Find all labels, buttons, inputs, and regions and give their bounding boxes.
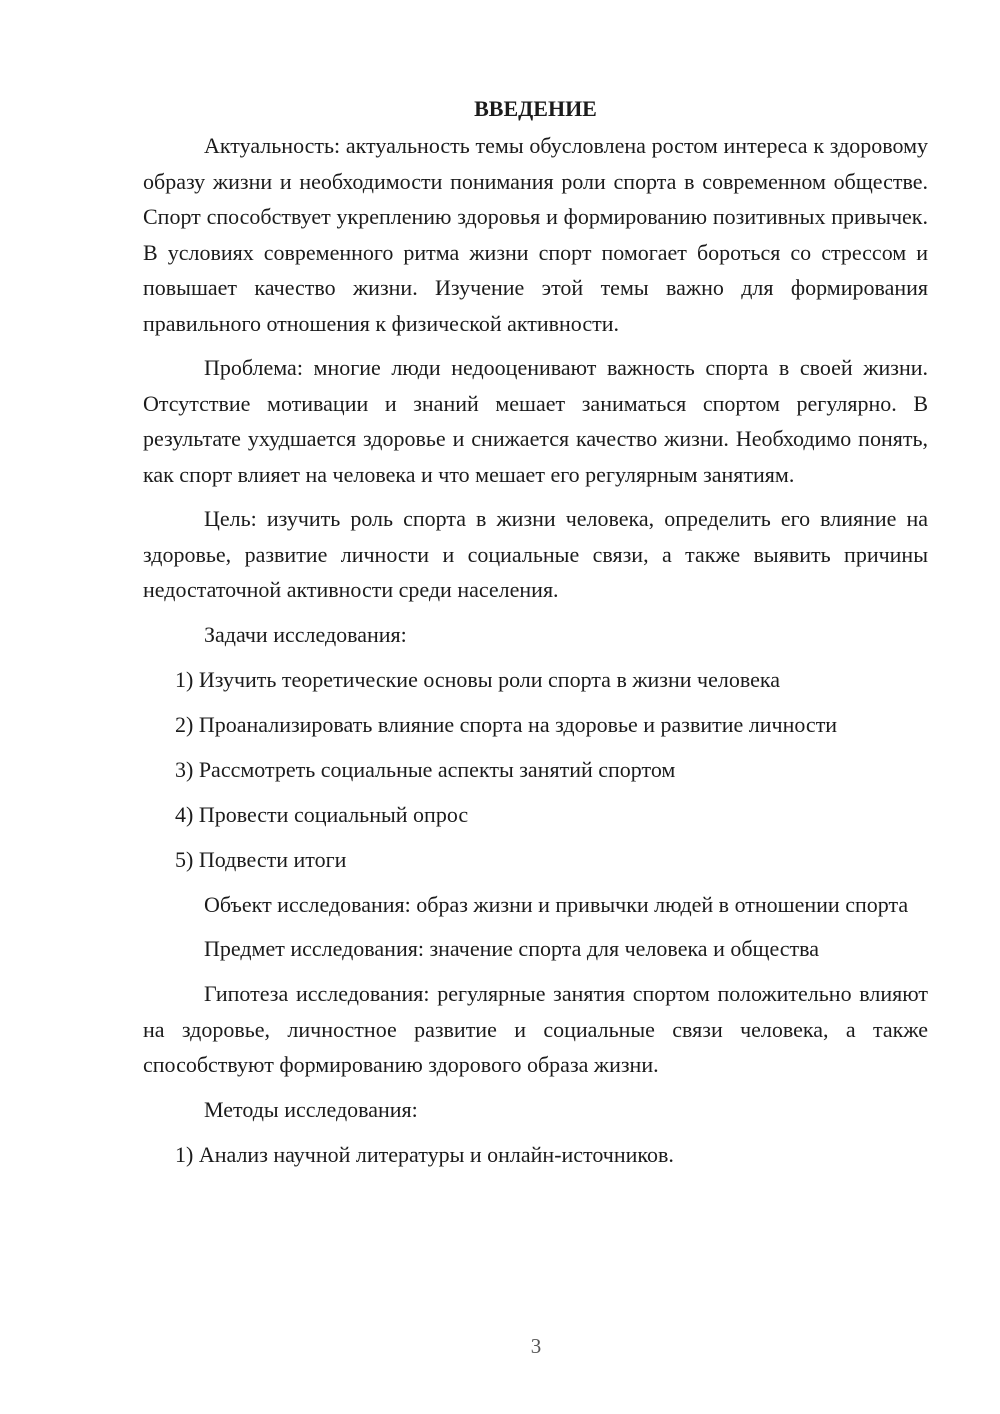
goal-paragraph: Цель: изучить роль спорта в жизни человека, определить его влияние на здоровье, развитие личности и социальные связи, а также выявить причины недостаточной активности среди населения. [143, 506, 928, 602]
task-item: 3) Рассмотреть социальные аспекты занятий спортом [175, 756, 676, 782]
document-page [143, 92, 928, 1182]
tasks-heading: Задачи исследования: [204, 621, 407, 647]
subject-paragraph: Предмет исследования: значение спорта для человека и общества [204, 936, 820, 961]
task-item: 5) Подвести итоги [175, 846, 347, 872]
relevance-paragraph: Актуальность: актуальность темы обусловлена ростом интереса к здоровому образу жизни и необходимости понимания роли спорта в современном обществе. Спорт способствует укреплению здоровья и формированию позитивных привычек. В условиях современного ритма жизни спорт помогает бороться со стрессом и повышает качество жизни. Изучение этой темы важно для формирования правильного отношения к физической активности. [143, 133, 928, 336]
task-item: 2) Проанализировать влияние спорта на здоровье и развитие личности [175, 711, 838, 737]
hypothesis-paragraph: Гипотеза исследования: регулярные занятия спортом положительно влияют на здоровье, личностное развитие и социальные связи человека, а также способствуют формированию здорового образа жизни. [143, 981, 928, 1077]
problem-paragraph: Проблема: многие люди недооценивают важность спорта в своей жизни. Отсутствие мотивации и знаний мешает заниматься спортом регулярно. В результате ухудшается здоровье и снижается качество жизни. Необходимо понять, как спорт влияет на человека и что мешает его регулярным занятиям. [143, 355, 928, 487]
page-title: ВВЕДЕНИЕ [474, 96, 597, 121]
page-number: 3 [530, 1334, 542, 1358]
object-paragraph: Объект исследования: образ жизни и привычки людей в отношении спорта [204, 891, 909, 917]
methods-heading: Методы исследования: [204, 1096, 418, 1122]
task-item: 4) Провести социальный опрос [175, 801, 469, 827]
task-item: 1) Изучить теоретические основы роли спорта в жизни человека [175, 666, 780, 692]
method-item: 1) Анализ научной литературы и онлайн-источников. [175, 1141, 674, 1167]
